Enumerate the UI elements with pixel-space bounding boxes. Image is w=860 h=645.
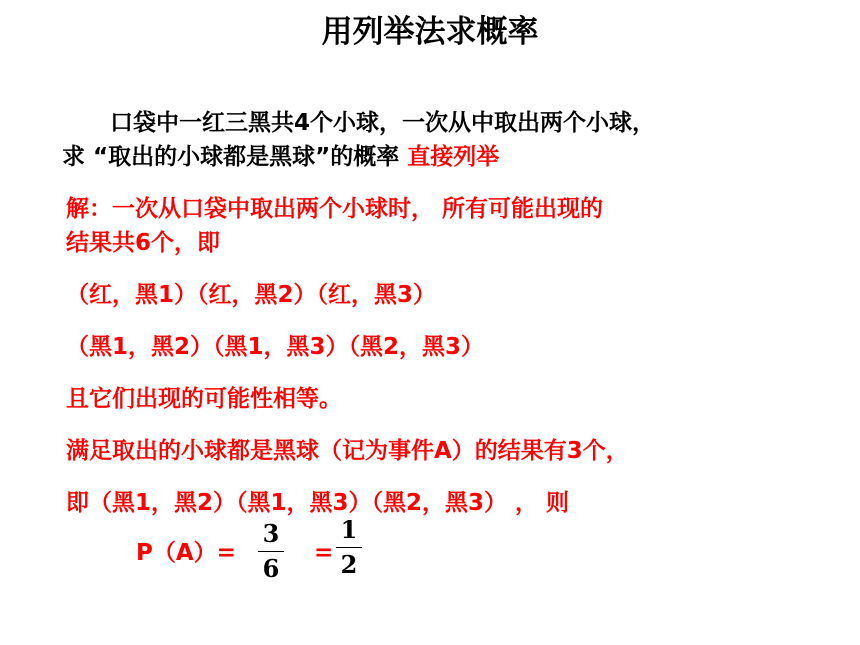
page-title: 用列举法求概率 [321,14,539,50]
event-statement: 满足取出的小球都是黑球（记为事件A）的结果有3个， [66,438,629,464]
event-outcomes: 即（黑1，黑2）（黑1，黑3）（黑2，黑3） ， 则 [66,490,570,516]
solution-line-2: 结果共6个，即 [66,230,221,256]
fraction-one-half [336,516,362,579]
outcomes-row-1: （红，黑1）（红，黑2）（红，黑3） [66,282,437,308]
fraction-bar [258,551,284,552]
solution-line-1: 解：一次从口袋中取出两个小球时， 所有可能出现的 [66,196,604,222]
fraction-numerator: 3 [262,519,280,548]
fraction-three-sixths [258,520,284,583]
equal-likely-statement: 且它们出现的可能性相等。 [66,386,342,412]
method-label: 直接列举 [407,144,500,170]
fraction-numerator: 1 [340,515,358,544]
problem-line-2 [62,142,499,172]
problem-question: 求 “取出的小球都是黑球”的概率 [62,144,408,170]
problem-line-1: 口袋中一红三黑共4个小球，一次从中取出两个小球， [110,110,656,136]
probability-label: P（A）= [136,540,236,566]
fraction-denominator: 6 [262,554,280,583]
fraction-denominator: 2 [340,550,358,579]
equals-sign: = [314,540,334,566]
fraction-bar [336,547,362,548]
outcomes-row-2: （黑1，黑2）（黑1，黑3）（黑2，黑3） [66,334,485,360]
